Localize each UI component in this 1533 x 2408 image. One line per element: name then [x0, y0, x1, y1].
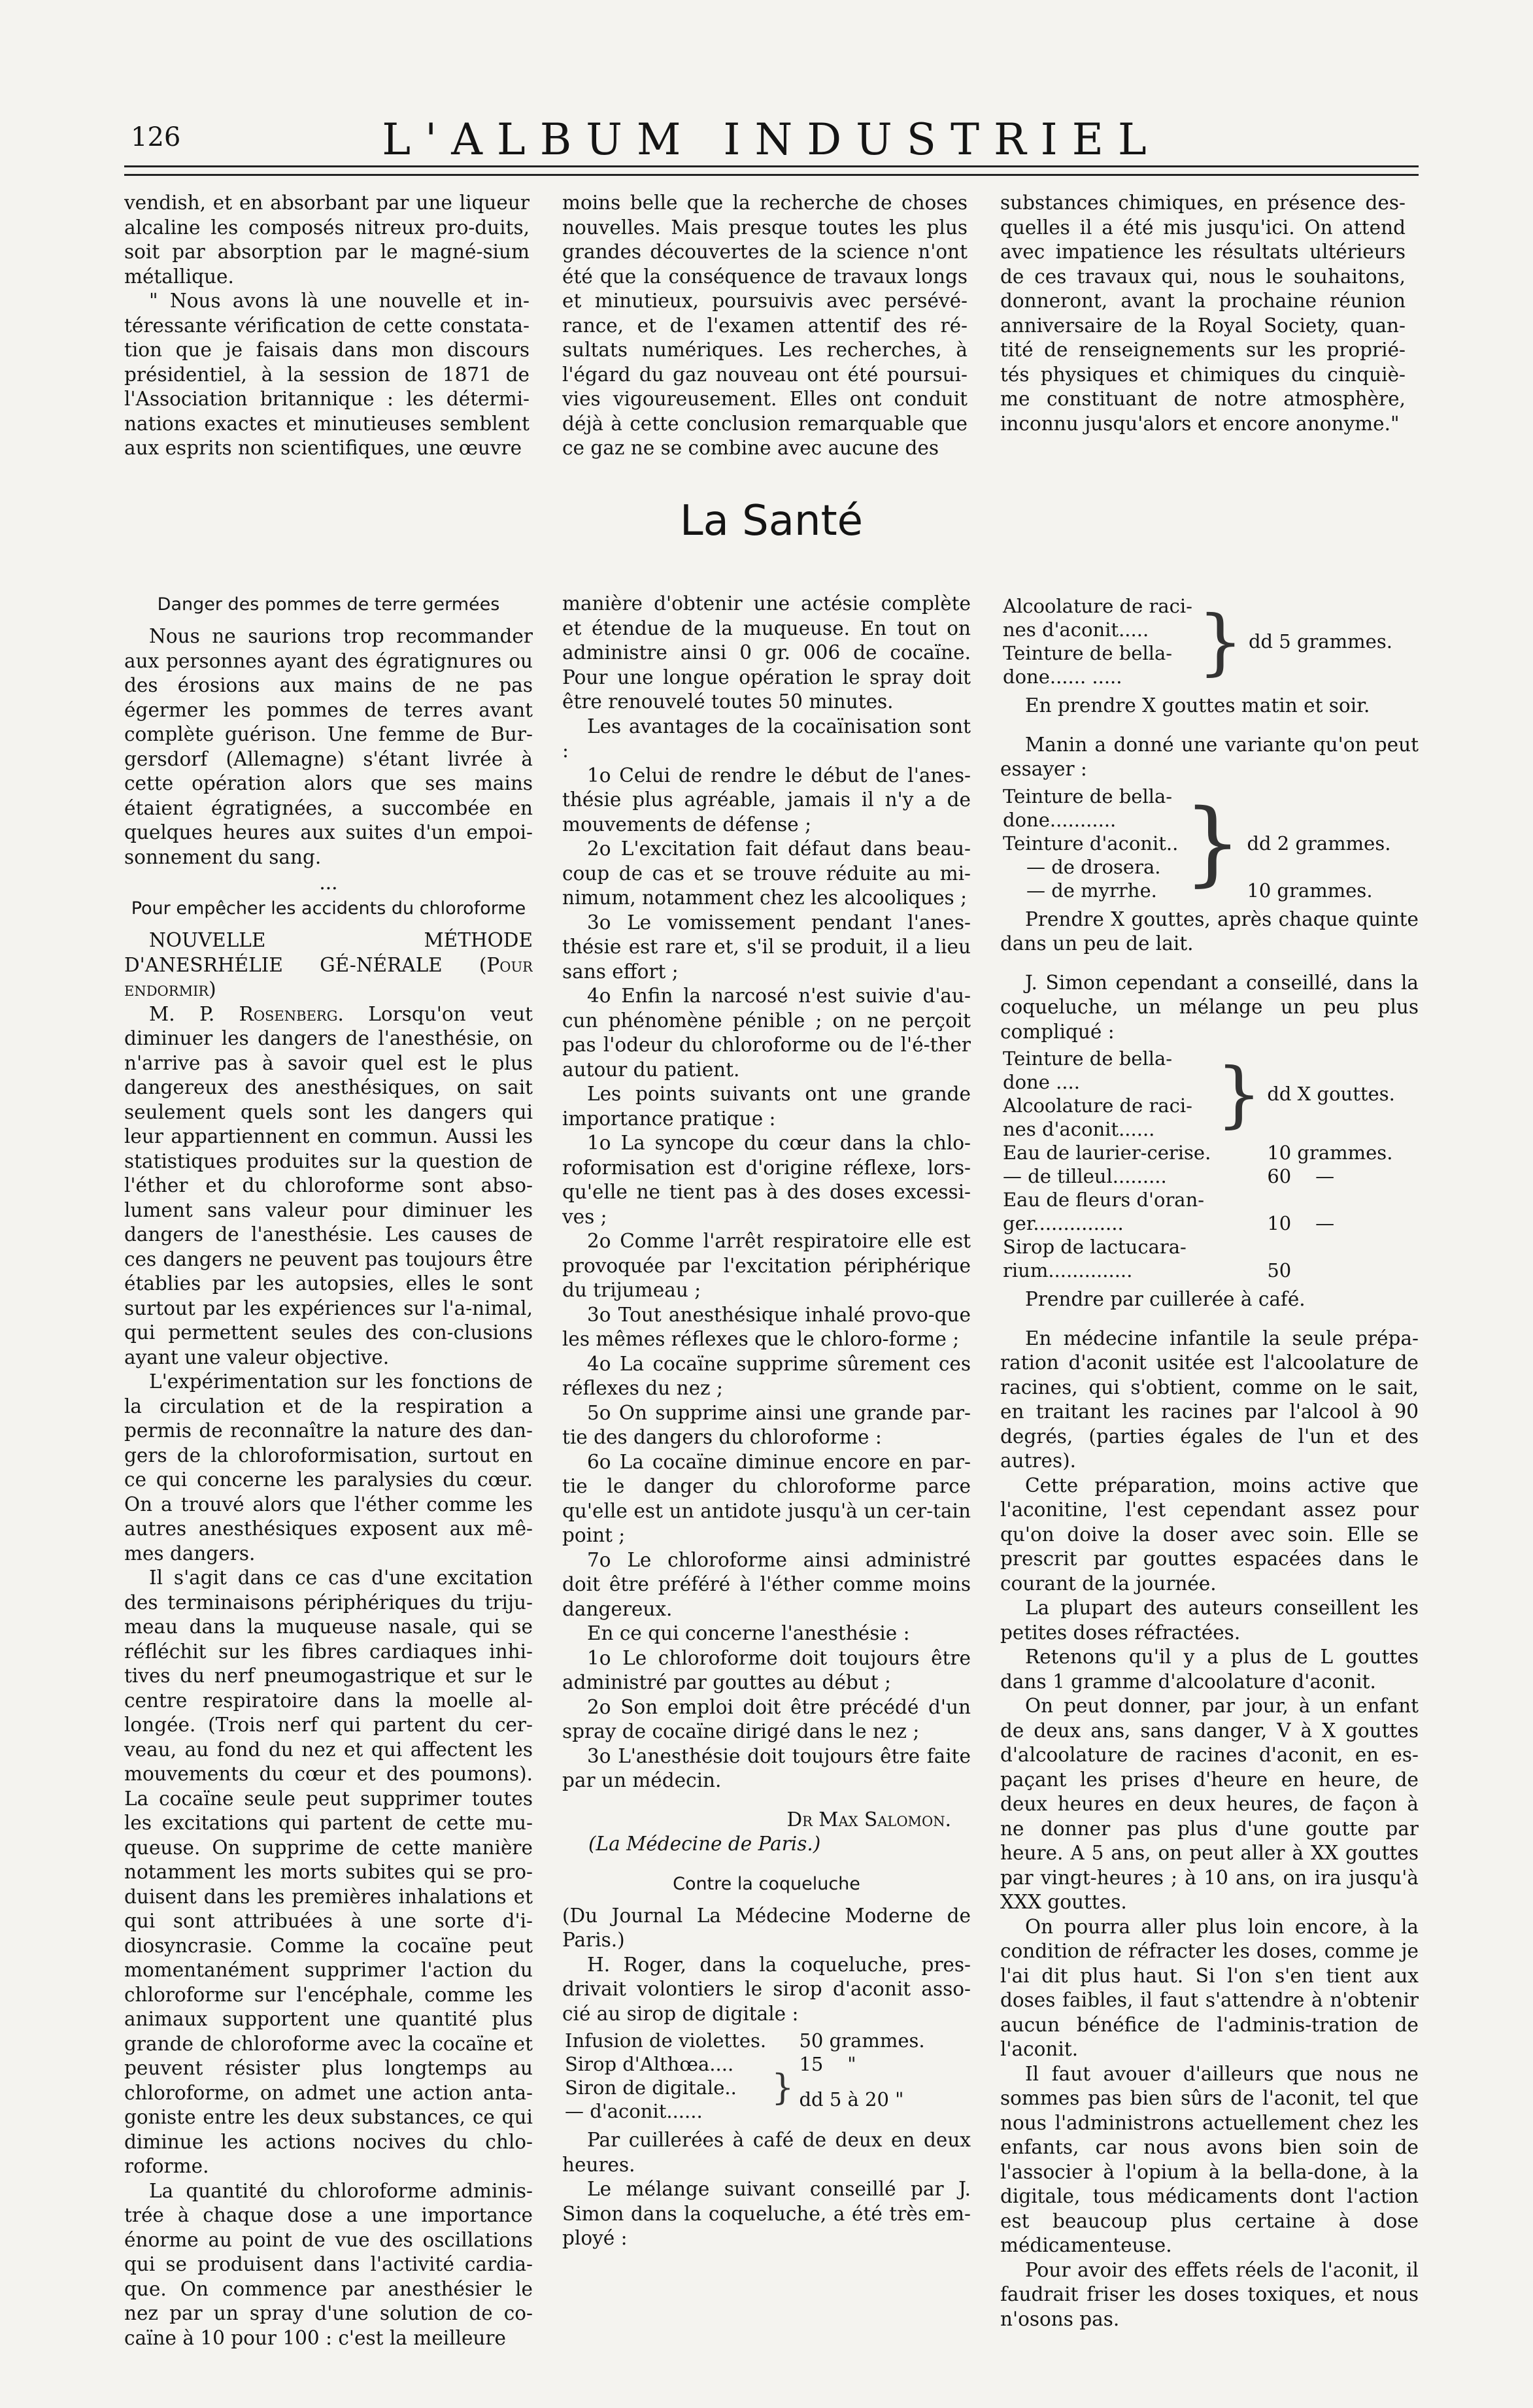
- rx-ingredient: done...........: [1003, 808, 1117, 831]
- article-title: Contre la coqueluche: [673, 1873, 860, 1894]
- paragraph: Il s'agit dans ce cas d'une excitation des terminaisons périphériques du triju-meau dans la muqueuse nasale, qui se réfléchit sur les fibres cardiaques inhi-tives du nerf pneumogastrique et sur le centre respiratoire dans la moelle al-longée. (Trois nerf qui partent du cer-veau, au fond du nez et qui affectent les mouvements du cœur et des poumons). La cocaïne seule peut supprimer toutes les excitations qui partent de cette mu-queuse. On supprime de cette manière notamment les morts subites qui se pro-duisent dans les premières inhalations et qui sont attribuées à une sorte d'i-diosyncrasie. Comme la cocaïne peut momentanément supprimer l'action du chloroforme sur l'encéphale, comme les animaux supportent une quantité plus grande de chloroforme avec la cocaïne et peuvent résister plus longtemps au chloroforme, on admet une action anta-goniste entre les deux substances, ce qui diminue les actions nocives du chlo-roforme.: [124, 1567, 533, 2177]
- paragraph: 4o La cocaïne supprime sûrement ces réflexes du nez ;: [562, 1352, 971, 1399]
- paragraph: On peut donner, par jour, à un enfant de deux ans, sans danger, V à X gouttes d'alcoolature de racines d'aconit, en es-paçant les prises d'heure en heure, de deux heures en deux heures, de façon à ne donner pas plus d'une goutte par heure. A 5 ans, on peut aller à XX gouttes par vingt-heures ; à 10 ans, on ira jusqu'à XXX gouttes.: [1000, 1695, 1419, 1913]
- rx-quantity: dd X gouttes.: [1267, 1083, 1395, 1105]
- column-1: [124, 592, 533, 2357]
- paragraph: Le mélange suivant conseillé par J. Simon dans la coqueluche, a été très em-ployé :: [562, 2178, 971, 2249]
- rx-ingredient: rium..............: [1003, 1259, 1133, 1281]
- spacer: [1000, 957, 1419, 971]
- brace: }: [771, 2067, 794, 2108]
- rx-quantity: dd 2 grammes.: [1247, 832, 1391, 855]
- rx-quantity: 10 —: [1267, 1212, 1335, 1234]
- page-number: 126: [131, 122, 181, 152]
- paragraph: " Nous avons là une nouvelle et in-téressante vérification de cette constata-tion que je faisais dans mon discours présidentiel, à la session de 1871 de l'Association britannique : les détermi-nations exactes et minutieuses semblent aux esprits non scientifiques, une œuvre: [124, 290, 530, 459]
- column-3: [1000, 592, 1419, 2357]
- paragraph: Cette préparation, moins active que l'aconitine, l'est cependant assez pour qu'on doive la doser avec soin. Elle se prescrit par gouttes espacées dans le courant de la journée.: [1000, 1474, 1419, 1595]
- rx-ingredient: Teinture de bella-: [1003, 642, 1173, 664]
- brace: }: [1197, 600, 1243, 683]
- rx-quantity: dd 5 grammes.: [1248, 630, 1392, 653]
- paragraph: Nous ne saurions trop recommander aux personnes ayant des égratignures ou des érosions aux mains de ne pas égermer les pommes de terres avant complète guérison. Une femme de Bur-gersdorf (Allemagne) s'étant livrée à cette opération alors que ses mains étaient égratignées, a succombée en quelques heures aux suites d'un empoi-sonnement du sang.: [124, 625, 533, 868]
- source-citation: (Du Journal La Médecine Moderne de Paris.): [562, 1904, 971, 1951]
- paragraph: vendish, et en absorbant par une liqueur alcaline les composés nitreux pro-duits, soit par absorption par le magné-sium métallique.: [124, 192, 530, 288]
- prescription-table: [1000, 785, 1393, 902]
- rx-ingredient: — de tilleul.........: [1003, 1165, 1167, 1187]
- paragraph: En ce qui concerne l'anesthésie :: [587, 1622, 910, 1644]
- paragraph: La plupart des auteurs conseillent les petites doses réfractées.: [1000, 1597, 1419, 1644]
- rx-ingredient: nes d'aconit.....: [1003, 619, 1149, 641]
- paragraph: substances chimiques, en présence des-quelles il a été mis jusqu'ici. On attend avec impatience les résultats ultérieurs de ces travaux qui, nous le souhaitons, donneront, avant la prochaine réunion anniversaire de la Royal Society, quan-tité de renseignements sur les proprié-tés physiques et chimiques du cinquiè-me constituant de notre atmosphère, inconnu jusqu'alors et encore anonyme.": [1000, 192, 1406, 435]
- paragraph: 1o Le chloroforme doit toujours être administré par gouttes au début ;: [562, 1646, 971, 1693]
- paragraph: 3o Le vomissement pendant l'anes-thésie est rare et, s'il se produit, il a lieu sans effort ;: [562, 911, 971, 983]
- author-name: M. P. Rosenberg.: [149, 1002, 344, 1025]
- brace: }: [1183, 789, 1242, 896]
- paragraph: Retenons qu'il y a plus de L gouttes dans 1 gramme d'alcoolature d'aconit.: [1000, 1646, 1419, 1693]
- page-header: [124, 114, 1419, 165]
- paragraph: 7o Le chloroforme ainsi administré doit être préféré à l'éther comme moins dangereux.: [562, 1548, 971, 1620]
- separator: ...: [319, 872, 338, 894]
- paragraph: En prendre X gouttes matin et soir.: [1025, 694, 1370, 717]
- top-column-2: [562, 191, 968, 460]
- paragraph: En médecine infantile la seule prépa-ration d'aconit usitée est l'alcoolature de racines, qui s'obtient, comme on le sait, en traitant les racines par l'alcool à 90 degrés, (parties égales de l'un et des autres).: [1000, 1327, 1419, 1472]
- prescription-table: [1000, 1047, 1398, 1282]
- rx-ingredient: Sirop d'Althœa....: [565, 2053, 734, 2075]
- rx-quantity: 10 grammes.: [1267, 1142, 1393, 1164]
- paragraph: 3o Tout anesthésique inhalé provo-que les mêmes réflexes que le chloro-forme ;: [562, 1303, 971, 1350]
- rx-ingredient: Teinture de bella-: [1003, 1047, 1173, 1070]
- prescription-table: [1000, 594, 1395, 688]
- rx-ingredient: Eau de laurier-cerise.: [1003, 1142, 1211, 1164]
- paragraph: [124, 1002, 533, 1370]
- paragraph: Par cuillerées à café de deux en deux heures.: [562, 2129, 971, 2176]
- paragraph: 6o La cocaïne diminue encore en par-tie le danger du chloroforme parce qu'elle est un antidote jusqu'à un cer-tain point ;: [562, 1450, 971, 1546]
- rx-ingredient: done...... .....: [1003, 666, 1122, 688]
- paragraph: Il faut avouer d'ailleurs que nous ne sommes pas bien sûrs de l'aconit, tel que nous l'administrons actuellement chez les enfants, car nous avons bien soin de l'associer à l'opium à la bella-done, à la digitale, tous médicaments dont l'action est beaucoup plus certaine à dose médicamenteuse.: [1000, 2062, 1419, 2256]
- paragraph: 2o Son emploi doit être précédé d'un spray de cocaïne dirigé dans le nez ;: [562, 1695, 971, 1742]
- rx-ingredient: nes d'aconit......: [1003, 1118, 1155, 1140]
- source-citation: (La Médecine de Paris.): [588, 1833, 821, 1855]
- paragraph-text: Lorsqu'on veut diminuer les dangers de l'anesthésie, on n'arrive pas à savoir quel est le plus dangereux des anesthésiques, on sait seulement quels sont les dangers qui leur appartiennent en commun. Aussi les statistiques produites sur la question de l'éther et du chloroforme sont abso-lument sans valeur pour diminuer les dangers de l'anesthésie. Les causes de ces dangers ne peuvent pas toujours être établies par les autopsies, elles le sont surtout par les expériences sur l'a-nimal, qui permettent seules des con-clusions ayant une valeur objective.: [124, 1002, 533, 1368]
- rx-ingredient: — de myrrhe.: [1026, 879, 1157, 902]
- spacer: [562, 1857, 971, 1871]
- rx-ingredient: Teinture de bella-: [1003, 785, 1173, 807]
- brace: }: [1216, 1052, 1262, 1136]
- rx-quantity: 15 ": [799, 2053, 856, 2075]
- rx-quantity: 50 grammes.: [799, 2029, 925, 2052]
- rx-ingredient: — de drosera.: [1026, 855, 1161, 878]
- paragraph: H. Roger, dans la coqueluche, pres-drivait volontiers le sirop d'aconit asso-cié au sirop de digitale :: [562, 1953, 971, 2025]
- paragraph: moins belle que la recherche de choses nouvelles. Mais presque toutes les plus grandes découvertes de la science n'ont été que la conséquence de travaux longs et minutieux, poursuivis avec persévé-rance, et de l'examen attentif des ré-sultats numériques. Les recherches, à l'égard du gaz nouveau ont été poursui-vies vigoureusement. Elles ont conduit déjà à cette conclusion remarquable que ce gaz ne se combine avec aucune des: [562, 192, 968, 459]
- paragraph: 2o L'excitation fait défaut dans beau-coup de cas et se trouve réduite au mi-nimum, notamment chez les alcooliques ;: [562, 838, 971, 909]
- paragraph: Les points suivants ont une grande importance pratique :: [562, 1083, 971, 1130]
- paragraph: manière d'obtenir une actésie complète et étendue de la muqueuse. En tout on administre ainsi 0 gr. 006 de cocaïne. Pour une longue opération le spray doit être renouvelé toutes 50 minutes.: [562, 592, 971, 713]
- rx-quantity: 10 grammes.: [1247, 879, 1373, 902]
- rx-ingredient: done ....: [1003, 1071, 1080, 1093]
- rx-ingredient: Teinture d'aconit..: [1003, 832, 1179, 855]
- top-column-1: [124, 191, 530, 460]
- paragraph: Les avantages de la cocaïnisation sont :: [562, 715, 971, 762]
- rx-ingredient: — d'aconit......: [565, 2100, 703, 2122]
- paragraph: 1o Celui de rendre le début de l'anes-thésie plus agréable, jamais il n'y a de mouvements de défense ;: [562, 764, 971, 836]
- paragraph: J. Simon cependant a conseillé, dans la coqueluche, un mélange un peu plus compliqué :: [1000, 971, 1419, 1043]
- article-subtitle: NOUVELLE MÉTHODE D'ANESRHÉLIE GÉ-NÉRALE (Pour endormir): [124, 929, 533, 1000]
- rx-ingredient: ger...............: [1003, 1212, 1124, 1234]
- paragraph: On pourra aller plus loin encore, à la condition de réfracter les doses, comme je l'ai dit plus haut. Si l'on s'en tient aux doses faibles, il faut s'attendre à n'obtenir aucun bénéfice de l'adminis-tration de l'aconit.: [1000, 1915, 1419, 2060]
- rx-ingredient: Sirop de lactucara-: [1003, 1236, 1187, 1258]
- rx-ingredient: Alcoolature de raci-: [1003, 1094, 1192, 1117]
- rx-ingredient: Alcoolature de raci-: [1003, 595, 1192, 617]
- top-column-3: [1000, 191, 1406, 460]
- paragraph: Pour avoir des effets réels de l'aconit, il faudrait friser les doses toxiques, et nous n'osons pas.: [1000, 2258, 1419, 2330]
- paragraph: 3o L'anesthésie doit toujours être faite par un médecin.: [562, 1744, 971, 1791]
- section-title: La Santé: [679, 497, 864, 545]
- rx-ingredient: Eau de fleurs d'oran-: [1003, 1189, 1205, 1211]
- rx-ingredient: Infusion de violettes.: [565, 2029, 767, 2052]
- paragraph: L'expérimentation sur les fonctions de la circulation et de la respiration a permis de reconnaître la nature des dan-gers de la chloroformisation, surtout en ce qui concerne les paralysies du cœur. On a trouvé alors que l'éther comme les autres anesthésiques exposent aux mê-mes dangers.: [124, 1370, 533, 1565]
- article-title: Danger des pommes de terre germées: [157, 594, 500, 615]
- paragraph: 4o Enfin la narcosé n'est suivie d'au-cun phénomène pénible ; on ne perçoit pas l'odeur du chloroforme ou de l'é-ther autour du patient.: [562, 985, 971, 1081]
- header-rule-bottom: [124, 174, 1419, 176]
- author-signature: Dr Max Salomon.: [786, 1808, 951, 1831]
- column-2: [562, 592, 971, 2357]
- paragraph: 1o La syncope du cœur dans la chlo-roformisation est d'origine réflexe, lors-qu'elle ne tient pas à des doses excessi-ves ;: [562, 1132, 971, 1228]
- rx-quantity: 60 —: [1267, 1165, 1335, 1187]
- paragraph: Prendre X gouttes, après chaque quinte dans un peu de lait.: [1000, 907, 1419, 955]
- prescription-table: [562, 2029, 928, 2123]
- rx-quantity: 50: [1267, 1259, 1292, 1281]
- paragraph: La quantité du chloroforme adminis-trée à chaque dose a une importance énorme au point de vue des oscillations qui se produisent dans l'activité cardia-que. On commence par anesthésier le nez par un spray d'une solution de co-caïne à 10 pour 100 : c'est la meilleure: [124, 2179, 533, 2349]
- rx-ingredient: Siron de digitale..: [565, 2077, 737, 2099]
- article-title: Pour empêcher les accidents du chloroforme: [131, 898, 526, 919]
- paragraph: Manin a donné une variante qu'on peut essayer :: [1000, 733, 1419, 780]
- paragraph: 5o On supprime ainsi une grande par-tie des dangers du chloroforme :: [562, 1401, 971, 1448]
- spacer: [1000, 1312, 1419, 1327]
- rx-quantity: dd 5 à 20 ": [799, 2088, 904, 2111]
- spacer: [1000, 719, 1419, 733]
- journal-title: L'ALBUM INDUSTRIEL: [382, 114, 1161, 165]
- paragraph: Prendre par cuillerée à café.: [1025, 1288, 1306, 1310]
- paragraph: 2o Comme l'arrêt respiratoire elle est provoquée par l'excitation périphérique du trijumeau ;: [562, 1230, 971, 1301]
- header-rule-top: [124, 165, 1419, 167]
- spacer: [562, 1793, 971, 1808]
